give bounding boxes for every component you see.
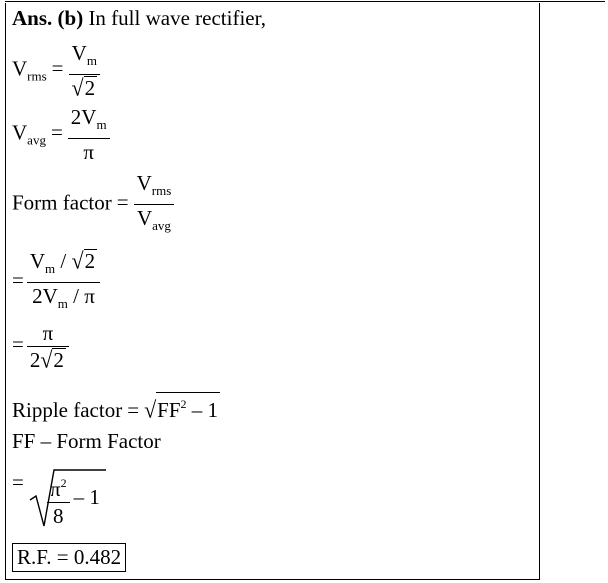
answer-label: Ans. (b) [12, 6, 84, 30]
step2-equation: = $\frac{\pi}{2√2}$ [12, 320, 69, 373]
ff-definition: FF – Form Factor [12, 429, 161, 453]
form-factor-equation: Form factor = $\frac{V_{rms}}{V_{avg}}$ [12, 170, 174, 239]
result-box: R.F. = 0.482 [12, 543, 126, 572]
step1-equation: = $\frac{V_m / √2}{2V_m / \pi}$ [12, 248, 100, 317]
vavg-fraction: $\frac{2V_m}{\pi}$ [68, 104, 110, 165]
answer-heading [12, 6, 266, 31]
vavg-equation: $V_{avg}$ = $\frac{2V_m}{\pi}$ [12, 104, 110, 165]
top-rule [5, 1, 605, 2]
vrms-equation: $V_{rms}$ = $\frac{V_m}{√2}$ [12, 40, 100, 101]
answer-intro: In full wave rectifier, [83, 6, 267, 30]
form-factor-fraction: $\frac{V_{rms}}{V_{avg}}$ [134, 170, 175, 239]
step3-radicand: $\frac{\pi^2}{8}$ – 1 [47, 470, 100, 529]
ripple-factor-equation: Ripple factor = $√FF^2 - 1$ [12, 392, 220, 423]
vrms-fraction: $\frac{V_m}{√2}$ [69, 40, 101, 101]
step1-fraction: $\frac{V_m / √2}{2V_m / \pi}$ [27, 248, 100, 317]
step3-equation: = [12, 470, 24, 494]
step2-fraction: $\frac{\pi}{2√2}$ [27, 320, 69, 373]
